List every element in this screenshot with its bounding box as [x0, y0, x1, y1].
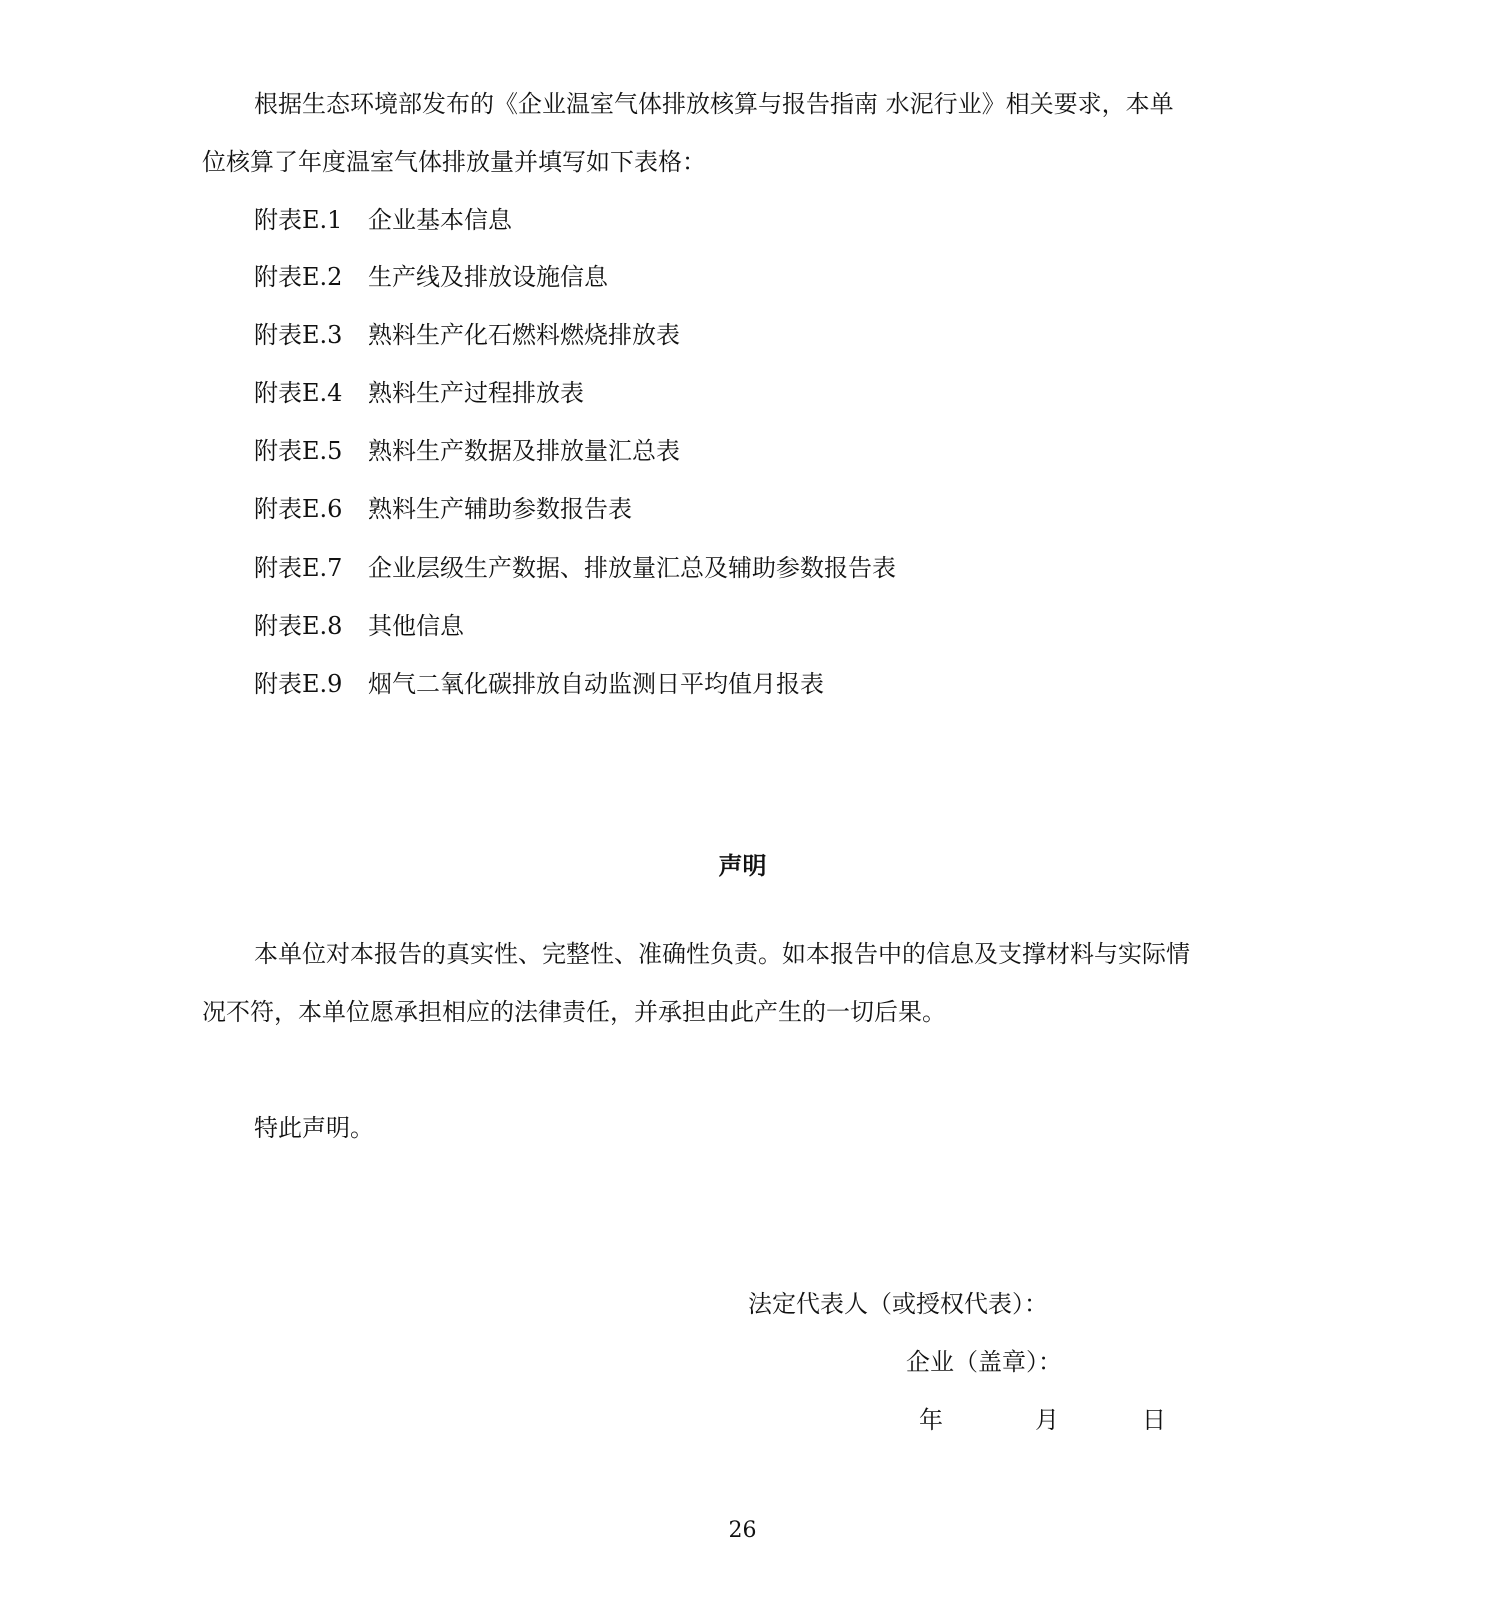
- declaration-closing: 特此声明。: [254, 1114, 374, 1142]
- appendix-code: 附表E.9: [254, 670, 343, 698]
- appendix-title: 熟料生产数据及排放量汇总表: [368, 437, 680, 465]
- appendix-code: 附表E.7: [254, 554, 343, 582]
- appendix-title: 烟气二氧化碳排放自动监测日平均值月报表: [368, 670, 824, 698]
- appendix-item-e7: [254, 553, 896, 583]
- appendix-title: 企业基本信息: [368, 206, 512, 234]
- appendix-code: 附表E.2: [254, 263, 343, 291]
- appendix-item-e3: [254, 320, 680, 350]
- appendix-title: 其他信息: [368, 612, 464, 640]
- intro-paragraph-line-1: 根据生态环境部发布的《企业温室气体排放核算与报告指南 水泥行业》相关要求，本单: [254, 90, 1174, 118]
- appendix-code: 附表E.4: [254, 379, 343, 407]
- appendix-title: 熟料生产化石燃料燃烧排放表: [368, 321, 680, 349]
- declaration-paragraph-line-1: 本单位对本报告的真实性、完整性、准确性负责。如本报告中的信息及支撑材料与实际情: [254, 940, 1190, 968]
- appendix-item-e2: [254, 262, 608, 292]
- appendix-code: 附表E.3: [254, 321, 343, 349]
- intro-paragraph-line-2: 位核算了年度温室气体排放量并填写如下表格：: [202, 148, 706, 176]
- appendix-code: 附表E.8: [254, 612, 343, 640]
- appendix-code: 附表E.5: [254, 437, 343, 465]
- appendix-title: 企业层级生产数据、排放量汇总及辅助参数报告表: [368, 554, 896, 582]
- appendix-item-e5: [254, 436, 680, 466]
- appendix-item-e6: [254, 494, 632, 524]
- signature-representative-label: 法定代表人（或授权代表）：: [748, 1290, 1048, 1318]
- date-day-label: 日: [1142, 1406, 1166, 1434]
- date-year-label: 年: [919, 1406, 943, 1434]
- declaration-paragraph-line-2: 况不符，本单位愿承担相应的法律责任，并承担由此产生的一切后果。: [202, 998, 946, 1026]
- appendix-item-e4: [254, 378, 584, 408]
- appendix-code: 附表E.1: [254, 206, 343, 234]
- date-month-label: 月: [1035, 1406, 1059, 1434]
- page-number: 26: [728, 1518, 757, 1543]
- appendix-title: 生产线及排放设施信息: [368, 263, 608, 291]
- signature-seal-label: 企业（盖章）：: [906, 1348, 1062, 1376]
- appendix-title: 熟料生产过程排放表: [368, 379, 584, 407]
- appendix-item-e1: [254, 205, 512, 235]
- appendix-code: 附表E.6: [254, 495, 343, 523]
- declaration-title: 声明: [718, 851, 767, 880]
- appendix-item-e9: [254, 669, 824, 699]
- appendix-item-e8: [254, 611, 464, 641]
- appendix-title: 熟料生产辅助参数报告表: [368, 495, 632, 523]
